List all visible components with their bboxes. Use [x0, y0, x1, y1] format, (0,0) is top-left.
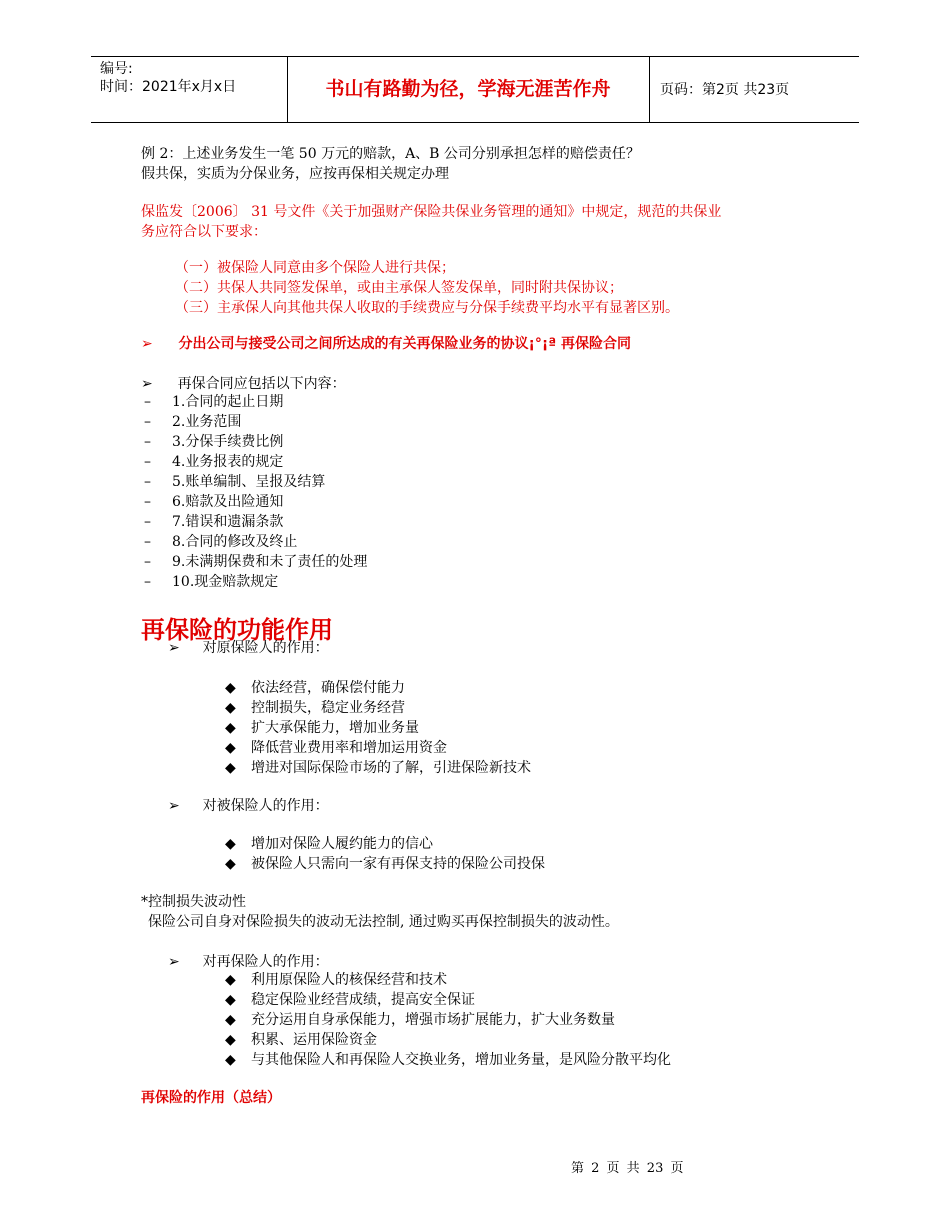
reinsurer-item: ◆ 稳定保险业经营成绩，提高安全保证	[225, 992, 475, 1008]
arrow-bullet-icon: ➢	[168, 640, 180, 656]
dash-bullet-icon: –	[144, 394, 151, 410]
insured-item: ◆ 增加对保险人履约能力的信心	[225, 836, 433, 852]
example-line-1: 例 2：上述业务发生一笔 50 万元的赔款，A、B 公司分别承担怎样的赔偿责任？	[141, 146, 640, 162]
diamond-bullet-icon: ◆	[225, 760, 236, 776]
loss-control-text: 保险公司自身对保险损失的波动无法控制, 通过购买再保控制损失的波动性。	[148, 914, 619, 930]
header-top-rule	[91, 56, 859, 57]
diamond-bullet-icon: ◆	[225, 700, 236, 716]
arrow-bullet-icon: ➢	[141, 336, 153, 352]
original-insurer-item: ◆ 降低营业费用率和增加运用资金	[225, 740, 447, 756]
dash-bullet-icon: –	[144, 534, 151, 550]
contract-list-item: – 6.赔款及出险通知	[144, 494, 284, 510]
contract-list-item: – 10.现金赔款规定	[144, 574, 279, 590]
diamond-bullet-icon: ◆	[225, 1032, 236, 1048]
diamond-bullet-icon: ◆	[225, 1052, 236, 1068]
arrow-bullet-icon: ➢	[168, 954, 180, 970]
regulation-line-1: 保监发〔2006〕 31 号文件《关于加强财产保险共保业务管理的通知》中规定，规范的共保业	[141, 204, 722, 220]
regulation-item: （三）主承保人向其他共保人收取的手续费应与分保手续费平均水平有显著区别。	[175, 300, 679, 316]
page-footer: 第 2 页 共 23 页	[571, 1161, 684, 1176]
section-title: 再保险的功能作用	[141, 616, 333, 644]
contract-list-item: – 8.合同的修改及终止	[144, 534, 298, 550]
insured-heading: 对被保险人的作用：	[202, 798, 329, 814]
header-meta	[100, 60, 236, 96]
diamond-bullet-icon: ◆	[225, 992, 236, 1008]
time-label: 时间：2021年x月x日	[100, 79, 237, 95]
contract-list-item: – 5.账单编制、呈报及结算	[144, 474, 326, 490]
diamond-bullet-icon: ◆	[225, 720, 236, 736]
contract-list-item: – 2.业务范围	[144, 414, 242, 430]
original-insurer-heading-row	[168, 638, 329, 658]
diamond-bullet-icon: ◆	[225, 740, 236, 756]
reinsurer-heading: 对再保险人的作用：	[202, 954, 329, 970]
insured-item: ◆ 被保险人只需向一家有再保支持的保险公司投保	[225, 856, 545, 872]
dash-bullet-icon: –	[144, 514, 151, 530]
reinsurer-item: ◆ 积累、运用保险资金	[225, 1032, 377, 1048]
original-insurer-item: ◆ 扩大承保能力，增加业务量	[225, 720, 419, 736]
contract-list-item: – 9.未满期保费和未了责任的处理	[144, 554, 368, 570]
number-label: 编号:	[100, 61, 133, 77]
regulation-line-2: 务应符合以下要求：	[141, 224, 267, 240]
contract-list-item: – 1.合同的起止日期	[144, 394, 284, 410]
diamond-bullet-icon: ◆	[225, 680, 236, 696]
dash-bullet-icon: –	[144, 554, 151, 570]
loss-control-title: *控制损失波动性	[141, 894, 246, 910]
dash-bullet-icon: –	[144, 494, 151, 510]
contract-list-item: – 4.业务报表的规定	[144, 454, 284, 470]
dash-bullet-icon: –	[144, 414, 151, 430]
contract-heading: 分出公司与接受公司之间所达成的有关再保险业务的协议¡°¡ª 再保险合同	[178, 336, 632, 352]
header-bottom-rule	[91, 122, 859, 123]
dash-bullet-icon: –	[144, 434, 151, 450]
reinsurer-item: ◆ 利用原保险人的核保经营和技术	[225, 972, 447, 988]
contract-list-item: – 3.分保手续费比例	[144, 434, 284, 450]
reinsurer-item: ◆ 与其他保险人和再保险人交换业务，增加业务量，是风险分散平均化	[225, 1052, 671, 1068]
original-insurer-item: ◆ 增进对国际保险市场的了解，引进保险新技术	[225, 760, 531, 776]
header-page-info: 页码：第2页 共23页	[660, 82, 790, 98]
arrow-bullet-icon: ➢	[168, 798, 180, 814]
summary-heading: 再保险的作用（总结）	[141, 1090, 281, 1106]
arrow-bullet-icon: ➢	[141, 376, 153, 392]
dash-bullet-icon: –	[144, 474, 151, 490]
reinsurer-heading-row	[168, 952, 329, 972]
diamond-bullet-icon: ◆	[225, 1012, 236, 1028]
contract-intro-row	[141, 374, 346, 394]
contract-list-item: – 7.错误和遗漏条款	[144, 514, 284, 530]
diamond-bullet-icon: ◆	[225, 856, 236, 872]
contract-intro: 再保合同应包括以下内容：	[177, 376, 346, 392]
diamond-bullet-icon: ◆	[225, 836, 236, 852]
contract-heading-row	[141, 334, 631, 354]
header-motto: 书山有路勤为径，学海无涯苦作舟	[325, 78, 611, 100]
example-line-2: 假共保，实质为分保业务，应按再保相关规定办理	[141, 166, 449, 182]
dash-bullet-icon: –	[144, 454, 151, 470]
regulation-item: （一）被保险人同意由多个保险人进行共保；	[175, 260, 455, 276]
header-divider-right	[649, 56, 650, 122]
original-insurer-heading: 对原保险人的作用：	[202, 640, 329, 656]
insured-heading-row	[168, 796, 329, 816]
diamond-bullet-icon: ◆	[225, 972, 236, 988]
original-insurer-item: ◆ 控制损失，稳定业务经营	[225, 700, 405, 716]
reinsurer-item: ◆ 充分运用自身承保能力，增强市场扩展能力，扩大业务数量	[225, 1012, 615, 1028]
regulation-item: （二）共保人共同签发保单，或由主承保人签发保单，同时附共保协议；	[175, 280, 623, 296]
dash-bullet-icon: –	[144, 574, 151, 590]
original-insurer-item: ◆ 依法经营，确保偿付能力	[225, 680, 405, 696]
